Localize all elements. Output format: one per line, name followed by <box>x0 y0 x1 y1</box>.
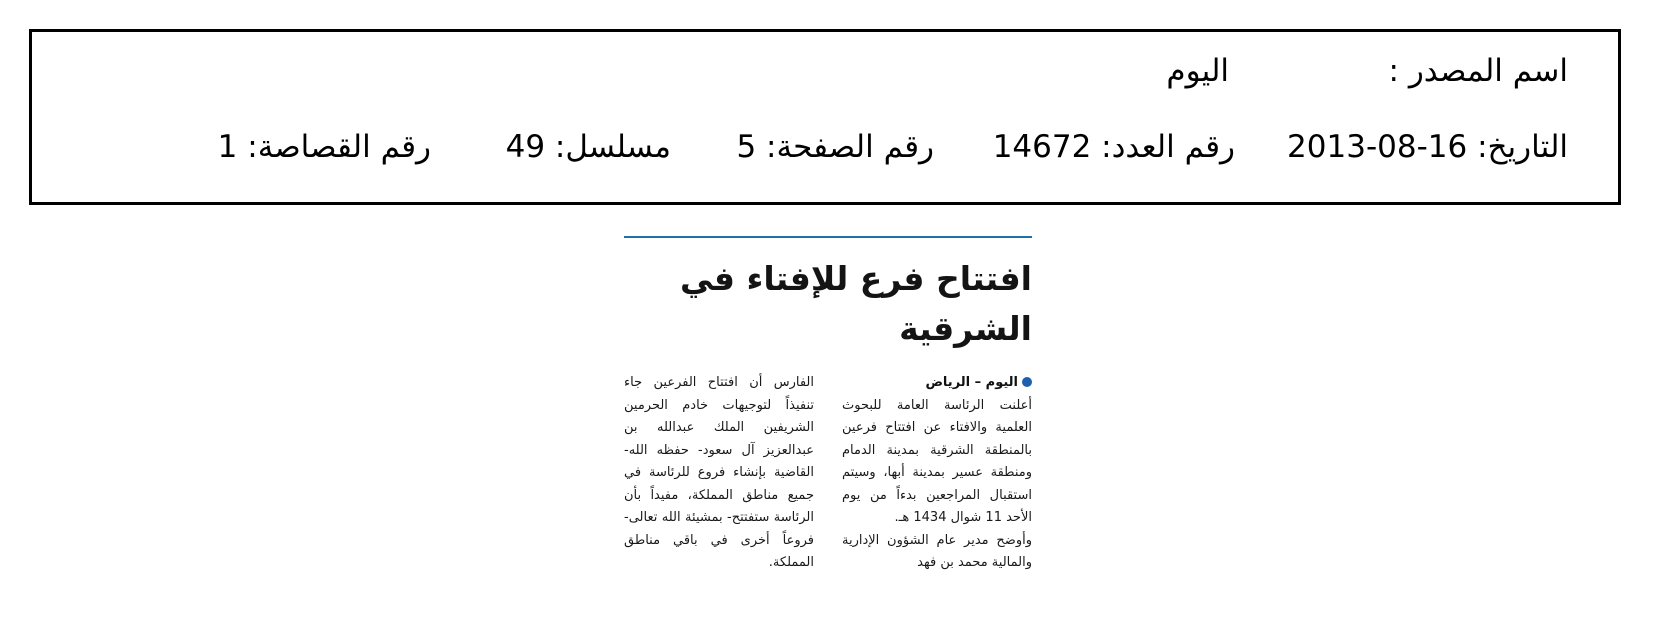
article-paragraph: وأوضح مدير عام الشؤون الإدارية والمالية محمد بن فهد <box>842 532 1032 570</box>
source-value: اليوم <box>1166 53 1229 89</box>
issue-number-field: رقم العدد: 14672 <box>992 129 1235 165</box>
source-label: اسم المصدر : <box>1388 53 1568 89</box>
bullet-dot-icon <box>1022 377 1032 387</box>
article-paragraph: أعلنت الرئاسة العامة للبحوث العلمية والافتاء عن افتتاح فرعين بالمنطقة الشرقية بمدينة الدمام ومنطقة عسير بمدينة أبها، وسيتم استقبال المراجعين بدءاً من يوم الأحد 11 شوال 1434 هـ. <box>842 397 1032 525</box>
article-headline: افتتاح فرع للإفتاء في الشرقية <box>680 259 1032 348</box>
article-byline <box>842 372 1032 395</box>
article-column-right <box>842 372 1032 575</box>
date-field: التاريخ: 16-08-2013 <box>1287 129 1568 165</box>
article-column-left <box>624 372 814 575</box>
page-number-field: رقم الصفحة: 5 <box>736 129 934 165</box>
serial-number-field: مسلسل: 49 <box>505 129 671 165</box>
news-clipping <box>624 236 1032 606</box>
clipping-number-field: رقم القصاصة: 1 <box>217 129 431 165</box>
byline-text: اليوم – الرياض <box>925 375 1018 390</box>
clipping-top-rule <box>624 236 1032 238</box>
article-paragraph: الفارس أن افتتاح الفرعين جاء تنفيذاً لتوجيهات خادم الحرمين الشريفين الملك عبدالله بن عبدالعزيز آل سعود- حفظه الله- القاضية بإنشاء فروع للرئاسة في جميع مناطق المملكة، مفيداً بأن الرئاسة ستفتتح- بمشيئة الله تعالى- فروعاً أخرى في باقي مناطق المملكة. <box>624 375 814 570</box>
clipping-header-box <box>29 29 1621 205</box>
